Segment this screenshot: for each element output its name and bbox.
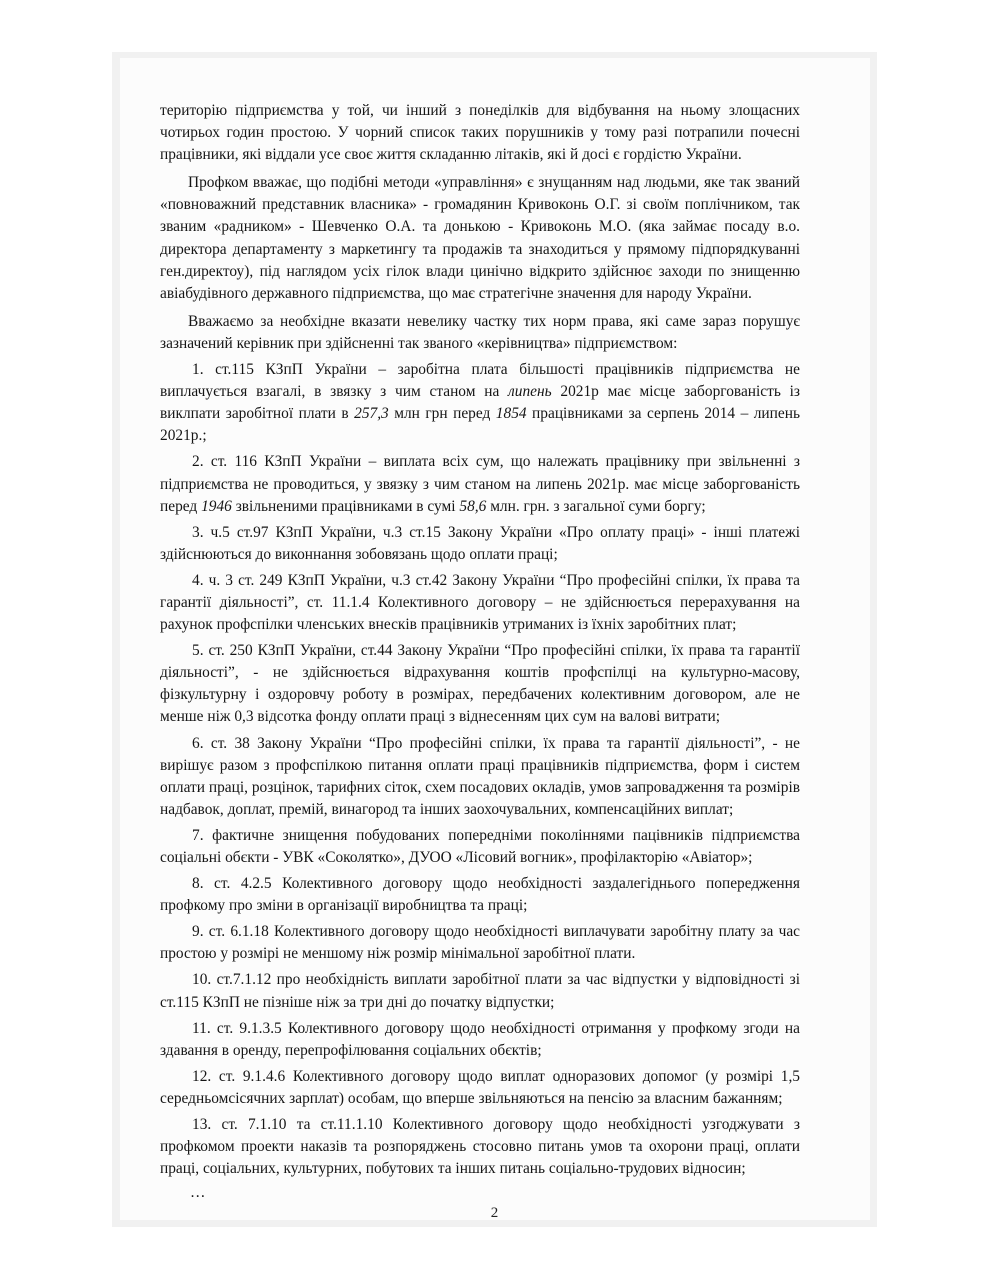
- list-item-7: 7. фактичне знищення побудованих попередніми поколіннями пацівників підприємства соціальні обєкти - УВК «Соколятко», ДУОО «Лісовий вогник», профілакторію «Авіатор»;: [160, 826, 800, 866]
- document-body: [160, 100, 800, 1204]
- list-item-10: 10. ст.7.1.12 про необхідність виплати заробітної плати за час відпустки у відповідності зі ст.115 КЗпП не пізніше ніж за три дні до початку відпустки;: [160, 971, 800, 1011]
- list-item-6: 6. ст. 38 Закону України “Про професійні спілки, їх права та гарантії діяльності”, - не вирішує разом з профспілкою питання оплати праці працівників підприємства, форм і систем оплати праці, розцінок, тарифних сіток, схем посадових окладів, умов запровадження та розмірів надбавок, доплат, премій, винагород та інших заохочувальних, компенсаційних виплат;: [160, 734, 800, 818]
- paragraph-violations-intro: Вважаємо за необхідне вказати невелику частку тих норм права, які саме зараз порушує зазначений керівник при здійсненні так званого «керівництва» підприємством:: [160, 312, 800, 352]
- list-item-12: 12. ст. 9.1.4.6 Колективного договору щодо виплат одноразових допомог (у розмірі 1,5 середньомсісячних зарплат) особам, що вперше звільняються на пенсію за власним бажанням;: [160, 1067, 800, 1107]
- list-item-2: 2. ст. 116 КЗпП України – виплата всіх сум, що належать працівнику при звільненні з підприємства не проводиться, у звязку з чим станом на липень 2021р. має місце заборгованість перед 1946 звільненими працівниками в сумі 58,6 млн. грн. з загальної суми боргу;: [160, 453, 800, 515]
- list-item-5: 5. ст. 250 КЗпП України, ст.44 Закону України “Про професійні спілки, їх права та гарантії діяльності”, - не здійснюється відрахування коштів профспілці на культурно-масову, фізкультурну і оздоровчу роботу в розмірах, передбачених колективним договором, але не менше ніж 0,3 відсотка фонду оплати праці з віднесенням цих сум на валові витрати;: [160, 642, 800, 726]
- list-item-8: 8. ст. 4.2.5 Колективного договору щодо необхідності заздалегіднього попередження профкому про зміни в організації виробництва та праці;: [160, 875, 800, 915]
- ellipsis: …: [190, 1184, 206, 1202]
- paragraph-continuation: територію підприємства у той, чи інший з понеділків для відбування на ньому злощасних чотирьох годин простою. У чорний список таких порушників у тому разі потрапили почесні працівники, які віддали усе своє життя складанню літаків, які й досі є гордістю України.: [160, 102, 800, 164]
- list-item-4: 4. ч. 3 ст. 249 КЗпП України, ч.3 ст.42 Закону України “Про професійні спілки, їх права та гарантії діяльності”, ст. 11.1.4 Колективного договору – не здійснюється перерахування на рахунок профспілки членських внесків працівників утриманих із їхніх заробітних плат;: [160, 571, 800, 634]
- list-item-9: 9. ст. 6.1.18 Колективного договору щодо необхідності виплачувати заробітну плату за час простою у розмірі не меншому ніж розмір мінімальної заробітної плати.: [160, 923, 800, 963]
- list-item-11: 11. ст. 9.1.3.5 Колективного договору щодо необхідності отримання у профкому згоди на здавання в оренду, перепрофілювання соціальних обєктів;: [160, 1019, 800, 1059]
- paragraph-profkom-opinion: Профком вважає, що подібні методи «управління» є знущанням над людьми, яке так званий «повноважний представник власника» - громадянин Кривоконь О.Г. зі своїм поплічником, так званим «радником» - Шевченко О.А. та донькою - Кривоконь М.О. (яка займає посаду в.о. директора департаменту з маркетингу та продажів та знаходиться у прямому підпорядкуванні ген.директоу), під наглядом усіх гілок влади цинічно відкрито здійснює заходи по знищенню авіабудівного державного підприємства, що має стратегічне значення для народу України.: [160, 174, 800, 302]
- list-item-1: 1. ст.115 КЗпП України – заробітна плата більшості працівників підприємства не виплачується взагалі, в звязку з чим станом на липень 2021р має місце заборгованість із виклпати заробітної плати в 257,3 млн грн перед 1854 працівниками за серпень 2014 – липень 2021р.;: [160, 361, 800, 445]
- page-number: 2: [490, 1205, 499, 1221]
- list-item-3: 3. ч.5 ст.97 КЗпП України, ч.3 ст.15 Закону України «Про оплату праці» - інші платежі здійснюються до виконнання зобовязань щодо оплати праці;: [160, 523, 800, 563]
- list-item-13: 13. ст. 7.1.10 та ст.11.1.10 Колективного договору щодо необхідності узгоджувати з профкомом проекти наказів та розпоряджень стосовно питань умов та охорони праці, оплати праці, соціальних, культурних, побутових та інших питань соціально-трудових відносин;: [160, 1116, 800, 1178]
